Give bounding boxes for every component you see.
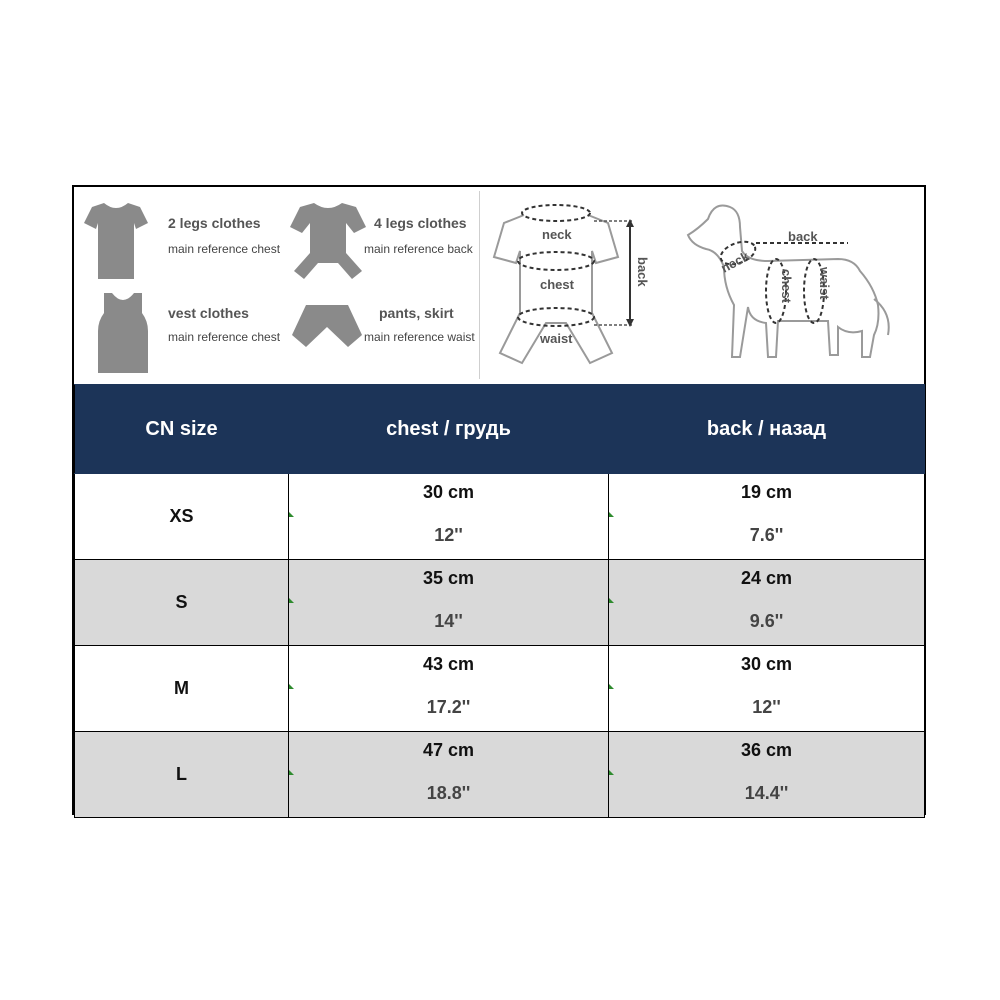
vest-icon [98,291,148,373]
dog-label-neck: neck [718,248,752,276]
table-row [75,646,925,732]
garment-measurement-diagram [486,193,661,373]
size-table [74,384,925,818]
table-header-row [75,385,925,474]
back-cell [609,560,925,646]
back-cm: 19 cm [740,481,793,502]
table-row [75,560,925,646]
chest-inch: 14'' [434,610,463,631]
back-cm: 36 cm [740,739,793,760]
back-cell [609,732,925,818]
pants-icon [292,305,362,359]
type-sub-4legs: main reference back [364,242,473,256]
measurement-guide [74,187,924,384]
tshirt-icon [84,201,148,281]
garment-label-waist: waist [540,331,573,346]
type-title-vest: vest clothes [168,305,249,321]
header-chest: chest / грудь [289,385,609,474]
back-cm: 24 cm [740,567,793,588]
measurement-diagrams-panel [480,187,924,384]
four-legs-garment-icon [288,201,368,281]
chest-cm: 43 cm [422,653,475,674]
back-cell [609,474,925,560]
back-inch: 9.6'' [749,610,784,631]
garment-label-chest: chest [540,277,574,292]
size-cell: S [75,560,289,646]
type-sub-2legs: main reference chest [168,242,281,256]
back-inch: 7.6'' [749,524,784,545]
type-title-2legs: 2 legs clothes [168,215,261,231]
type-title-4legs: 4 legs clothes [374,215,467,231]
clothing-types-panel [74,187,479,384]
header-back: back / назад [609,385,925,474]
header-cn-size: CN size [75,385,289,474]
chest-cell [289,646,609,732]
back-cm: 30 cm [740,653,793,674]
dog-measurement-diagram [678,195,918,375]
table-row [75,474,925,560]
size-cell: L [75,732,289,818]
chest-cm: 35 cm [422,567,475,588]
chest-cm: 30 cm [422,481,475,502]
back-inch: 14.4'' [744,782,789,803]
chest-cell [289,732,609,818]
chest-inch: 17.2'' [426,696,471,717]
table-row [75,732,925,818]
size-chart [72,185,926,815]
dog-label-waist: waist [817,267,832,300]
dog-label-back: back [788,229,818,244]
back-inch: 12'' [752,696,781,717]
chest-cm: 47 cm [422,739,475,760]
dog-label-chest: chest [779,269,794,303]
type-sub-vest: main reference chest [168,330,281,344]
back-cell [609,646,925,732]
chest-inch: 12'' [434,524,463,545]
size-cell: XS [75,474,289,560]
size-cell: M [75,646,289,732]
chest-inch: 18.8'' [426,782,471,803]
type-title-pants: pants, skirt [379,305,454,321]
chest-cell [289,560,609,646]
garment-label-neck: neck [542,227,572,242]
type-sub-pants: main reference waist [364,330,475,344]
chest-cell [289,474,609,560]
garment-label-back: back [635,257,650,287]
